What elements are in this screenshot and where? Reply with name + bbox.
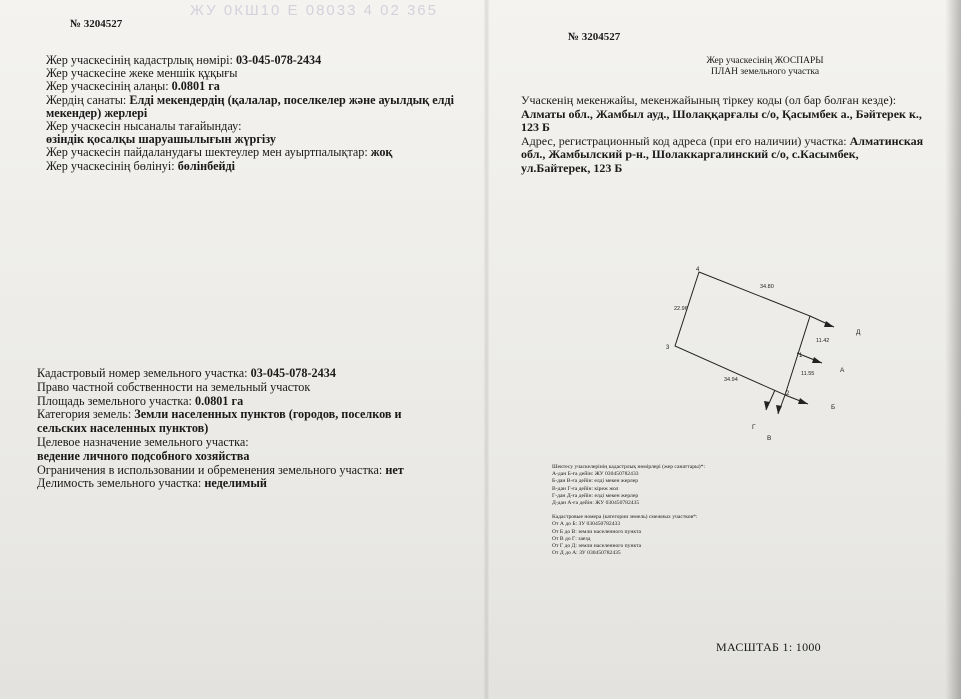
dimension-label: 11.55: [801, 371, 815, 377]
plan-title-ru: ПЛАН земельного участка: [710, 67, 820, 77]
direction-label-d: Д: [856, 329, 861, 336]
legend-kz-header: Шектесу учаскелерінің кадастрлық нөмірлері (жер санаттары)*:: [552, 464, 706, 470]
address-kz-value-1: Алматы обл., Жамбыл ауд., Шолаққарғалы с/о, Қасымбек а., Бәйтерек к.,: [521, 106, 922, 121]
arrow-a: [812, 357, 822, 363]
kz-right-line: Жер учаскесіне жеке меншік құқығы: [46, 66, 238, 81]
legend-ru-header: Кадастровые номера (категории земель) смежных участков*:: [552, 514, 698, 521]
ru-divisibility-value: неделимый: [204, 476, 267, 491]
kz-cadastral-line: Жер учаскесінің кадастрлық нөмірі: 03-045-078-2434: [46, 53, 322, 67]
kz-restrictions-line: Жер учаскесін пайдаланудағы шектеулер мен ауыртпалықтар: жоқ: [46, 145, 393, 160]
kz-category-value-1: Елді мекендердің (қалалар, поселкелер және ауылдық елді: [129, 92, 455, 107]
plan-title-kz: Жер учаскесінің ЖОСПАРЫ: [706, 56, 824, 66]
legend-ru-item: От Д до А: ЗУ 030450782435: [552, 550, 621, 557]
legend-ru-item: От Г до Д: земли населенного пункта: [552, 543, 642, 550]
direction-label-g: Г: [752, 424, 756, 431]
direction-label-a: А: [840, 367, 845, 374]
plot-outline: [675, 272, 810, 395]
address-ru-line: Адрес, регистрационный код адреса (при его наличии) участка: Алматинская: [521, 133, 924, 148]
kz-area-line: Жер учаскесінің алаңы: 0.0801 га: [46, 79, 220, 94]
point-label-2: 2: [786, 391, 790, 397]
left-document-number: № 3204527: [70, 18, 123, 30]
ru-restrictions-value: нет: [385, 462, 404, 477]
legend-kz-item: А-дан Б-ға дейін: ЖУ 030450782433: [552, 471, 639, 478]
ru-purpose-value: ведение личного подсобного хозяйства: [37, 448, 250, 463]
legend-kz-item: Д-дан А-ға дейін: ЖУ 030450782435: [552, 500, 640, 507]
kz-restrictions-value: жоқ: [370, 145, 393, 160]
point-label-1: 1: [799, 353, 803, 359]
kz-divisibility-value: бөлінбейді: [177, 158, 236, 173]
direction-label-b: Б: [831, 404, 836, 411]
dimension-label: 11.42: [816, 338, 830, 344]
ru-category-line: Категория земель: Земли населенных пунктов (городов, поселков и: [37, 407, 402, 422]
kz-category-line: Жердің санаты: Елді мекендердің (қалалар, поселкелер және ауылдық елді: [46, 92, 455, 107]
right-document-number: № 3204527: [568, 31, 621, 43]
address-ru-value-2: обл., Жамбылский р-н., Шолаккаргалинский с/о, с.Касымбек,: [521, 147, 859, 162]
ru-divisibility-line: Делимость земельного участка: неделимый: [37, 476, 267, 491]
legend-ru-item: От В до Г: заезд: [552, 535, 591, 542]
address-ru-value-3: ул.Байтерек, 123 Б: [521, 160, 623, 175]
dimension-label: 34.80: [760, 284, 774, 290]
ru-area-line: Площадь земельного участка: 0.0801 га: [37, 393, 244, 408]
ru-cadastral-line: Кадастровый номер земельного участка: 03-045-078-2434: [37, 366, 336, 380]
ru-category-value-2: сельских населенных пунктов): [37, 421, 209, 436]
address-kz-label: Учаскенің мекенжайы, мекенжайының тіркеу коды (ол бар болған кезде):: [521, 93, 897, 107]
address-kz-value-2: 123 Б: [521, 120, 550, 135]
kz-area-value: 0.0801 га: [171, 79, 220, 94]
ru-restrictions-line: Ограничения в использовании и обременения земельного участка: нет: [37, 462, 404, 477]
kz-purpose-value: өзіндік қосалқы шаруашылығын жүргізу: [46, 132, 276, 147]
kz-cadastral-value: 03-045-078-2434: [235, 53, 322, 67]
arrow-b: [798, 398, 808, 404]
direction-label-v: В: [767, 435, 772, 442]
legend-ru-item: От А до Б: ЗУ 030450782433: [552, 521, 621, 528]
legend-kz-item: Г-дан Д-ға дейін: елді мекен жерлер: [552, 492, 639, 499]
adjacent-plots-legend: [552, 464, 705, 557]
watermark-stamp: ЖУ 0КШ10 Е 08033 4 02 365: [190, 2, 438, 19]
legend-kz-item: Б-дан В-ға дейін: елді мекен жерлер: [552, 478, 639, 485]
ru-category-value-1: Земли населенных пунктов (городов, поселков и: [134, 407, 402, 422]
kz-divisibility-line: Жер учаскесінің бөлінуі: бөлінбейді: [46, 158, 236, 173]
point-label-4: 4: [696, 267, 700, 273]
dimension-label: 34.94: [724, 377, 738, 383]
plan-scale: МАСШТАБ 1: 1000: [716, 640, 821, 654]
kz-category-value-2: мекендер) жерлері: [46, 105, 148, 120]
legend-kz-item: В-дан Г-ға дейін: кіреж жол: [552, 485, 619, 492]
ru-cadastral-value: 03-045-078-2434: [250, 366, 336, 380]
kz-purpose-label: Жер учаскесін нысаналы тағайындау:: [46, 119, 242, 134]
ru-area-value: 0.0801 га: [194, 393, 244, 408]
ru-purpose-label: Целевое назначение земельного участка:: [37, 434, 249, 449]
address-ru-value-1: Алматинская: [849, 133, 924, 148]
legend-ru-item: От Б до В: земли населенного пункта: [552, 528, 641, 535]
arrow-d: [824, 321, 834, 327]
dimension-label: 22.96: [674, 306, 688, 312]
ru-right-line: Право частной собственности на земельный участок: [37, 379, 311, 394]
point-label-3: 3: [666, 345, 670, 351]
